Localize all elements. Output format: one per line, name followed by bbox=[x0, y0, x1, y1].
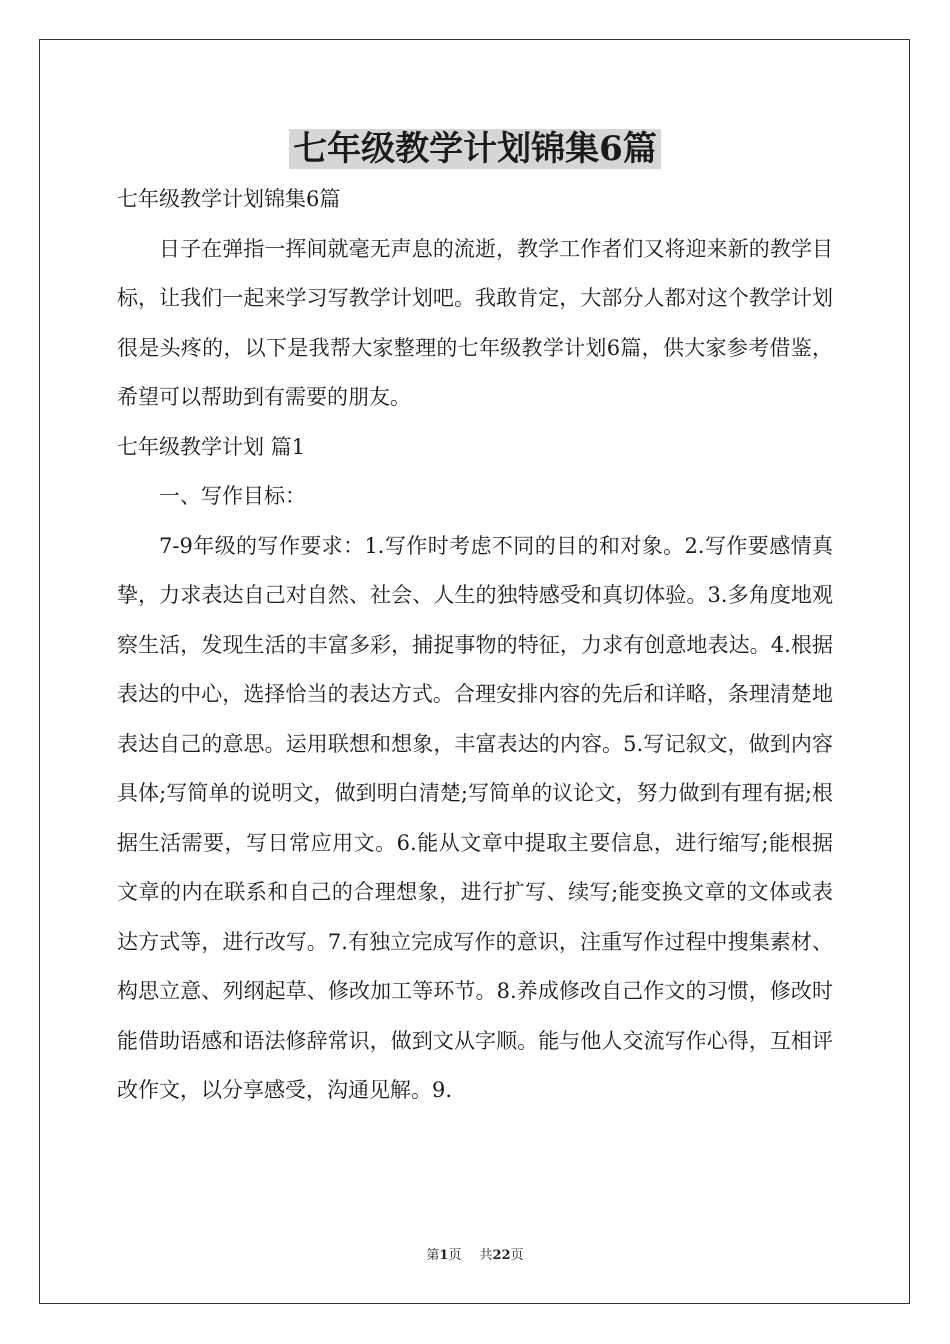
document-body bbox=[117, 175, 833, 1116]
page-number: 1 bbox=[439, 1248, 449, 1263]
page-prefix: 第 bbox=[426, 1248, 440, 1263]
section-heading: 七年级教学计划 篇1 bbox=[117, 434, 306, 459]
total-suffix: 页 bbox=[510, 1248, 524, 1263]
page-footer bbox=[0, 1244, 950, 1263]
sub-heading: 一、写作目标： bbox=[159, 484, 306, 508]
total-pages: 22 bbox=[492, 1248, 511, 1263]
page-suffix: 页 bbox=[448, 1248, 462, 1263]
document-title bbox=[0, 124, 950, 174]
subtitle-line: 七年级教学计划锦集6篇 bbox=[117, 187, 341, 211]
intro-paragraph: 日子在弹指一挥间就毫无声息的流逝，教学工作者们又将迎来新的教学目标，让我们一起来学习写教学计划吧。我敢肯定，大部分人都对这个教学计划很是头疼的，以下是我帮大家整理的七年级教学计划6篇，供大家参考借鉴，希望可以帮助到有需要的朋友。 bbox=[117, 236, 833, 409]
total-prefix: 共 bbox=[479, 1248, 493, 1263]
body-paragraph: 7-9年级的写作要求：1.写作时考虑不同的目的和对象。2.写作要感情真挚，力求表达自己对自然、社会、人生的独特感受和真切体验。3.多角度地观察生活，发现生活的丰富多彩，捕捉事物的特征，力求有创意地表达。4.根据表达的中心，选择恰当的表达方式。合理安排内容的先后和详略，条理清楚地表达自己的意思。运用联想和想象，丰富表达的内容。5.写记叙文，做到内容具体;写简单的说明文，做到明白清楚;写简单的议论文，努力做到有理有据;根据生活需要，写日常应用文。6.能从文章中提取主要信息，进行缩写;能根据文章的内在联系和自己的合理想象，进行扩写、续写;能变换文章的文体或表达方式等，进行改写。7.有独立完成写作的意识，注重写作过程中搜集素材、构思立意、列纲起草、修改加工等环节。8.养成修改自己作文的习惯，修改时能借助语感和语法修辞常识，做到文从字顺。能与他人交流写作心得，互相评改作文，以分享感受，沟通见解。9. bbox=[117, 533, 833, 1102]
document-title-text: 七年级教学计划锦集6篇 bbox=[289, 129, 661, 169]
